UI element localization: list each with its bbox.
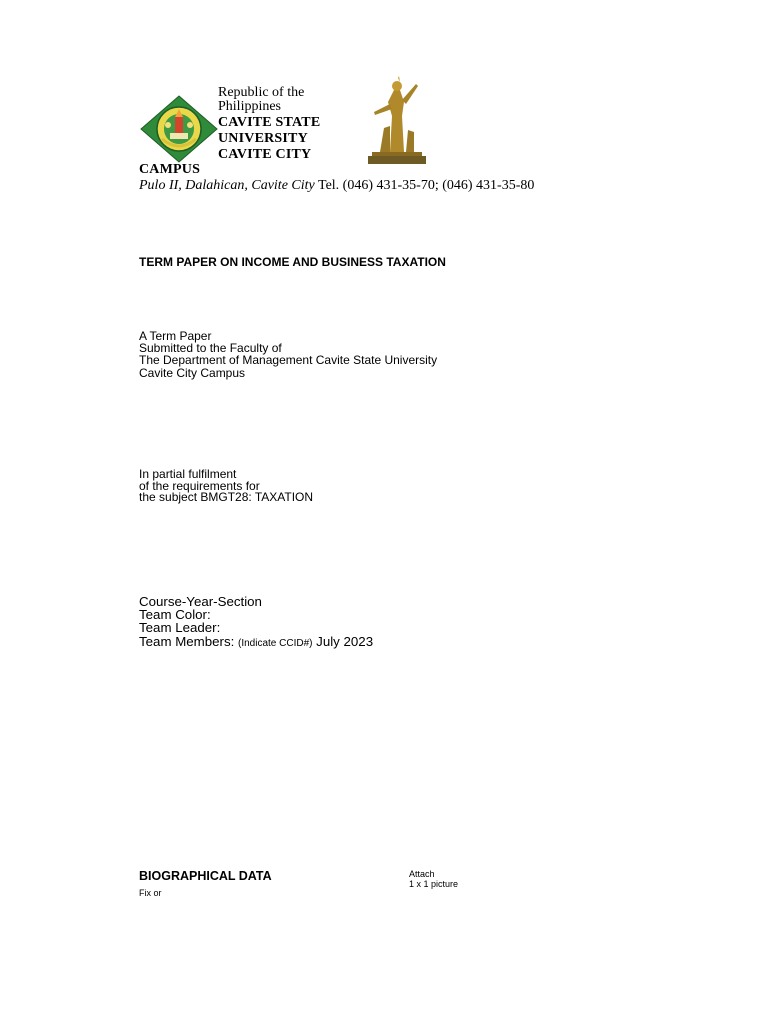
attach-line-1: Attach: [409, 869, 435, 879]
fix-or-note: Fix or: [139, 888, 162, 898]
fulfilment-line-3: the subject BMGT28: TAXATION: [139, 490, 314, 504]
telephone-text: Tel. (046) 431-35-70; (046) 431-35-80: [314, 178, 535, 193]
submission-line-3: The Department of Management Cavite State University: [139, 353, 438, 367]
attach-line-2: 1 x 1 picture: [409, 879, 459, 889]
university-name-line-3: CAVITE CITY: [218, 147, 312, 162]
team-color-label: Team Color:: [139, 607, 211, 622]
submission-line-4: Cavite City Campus: [139, 366, 246, 380]
team-members-label: Team Members:: [139, 634, 239, 649]
course-year-section-label: Course-Year-Section: [139, 594, 262, 609]
attach-picture-note: [409, 869, 458, 889]
biographical-data-heading: BIOGRAPHICAL DATA: [139, 869, 272, 883]
fulfilment-line-1: In partial fulfilment: [139, 467, 237, 481]
campus-label: CAMPUS: [139, 162, 201, 177]
team-leader-label: Team Leader:: [139, 620, 221, 635]
document-title: TERM PAPER ON INCOME AND BUSINESS TAXATION: [139, 255, 446, 269]
university-name-line-1: CAVITE STATE: [218, 115, 321, 130]
university-seal-logo: [140, 95, 218, 163]
republic-line-2: Philippines: [218, 99, 282, 114]
statue-picture: [368, 76, 426, 164]
ccid-note: (Indicate CCID#): [238, 638, 313, 649]
fulfilment-line-2: of the requirements for: [139, 479, 260, 493]
address-line: [139, 177, 534, 194]
university-name-line-2: UNIVERSITY: [218, 131, 308, 146]
republic-line-1: Republic of the: [218, 85, 305, 100]
address-text: Pulo II, Dalahican, Cavite City: [139, 178, 315, 193]
submission-line-1: A Term Paper: [139, 329, 212, 343]
submission-date: July 2023: [312, 634, 374, 649]
team-members-line: [139, 635, 373, 650]
submission-line-2: Submitted to the Faculty of: [139, 341, 282, 355]
